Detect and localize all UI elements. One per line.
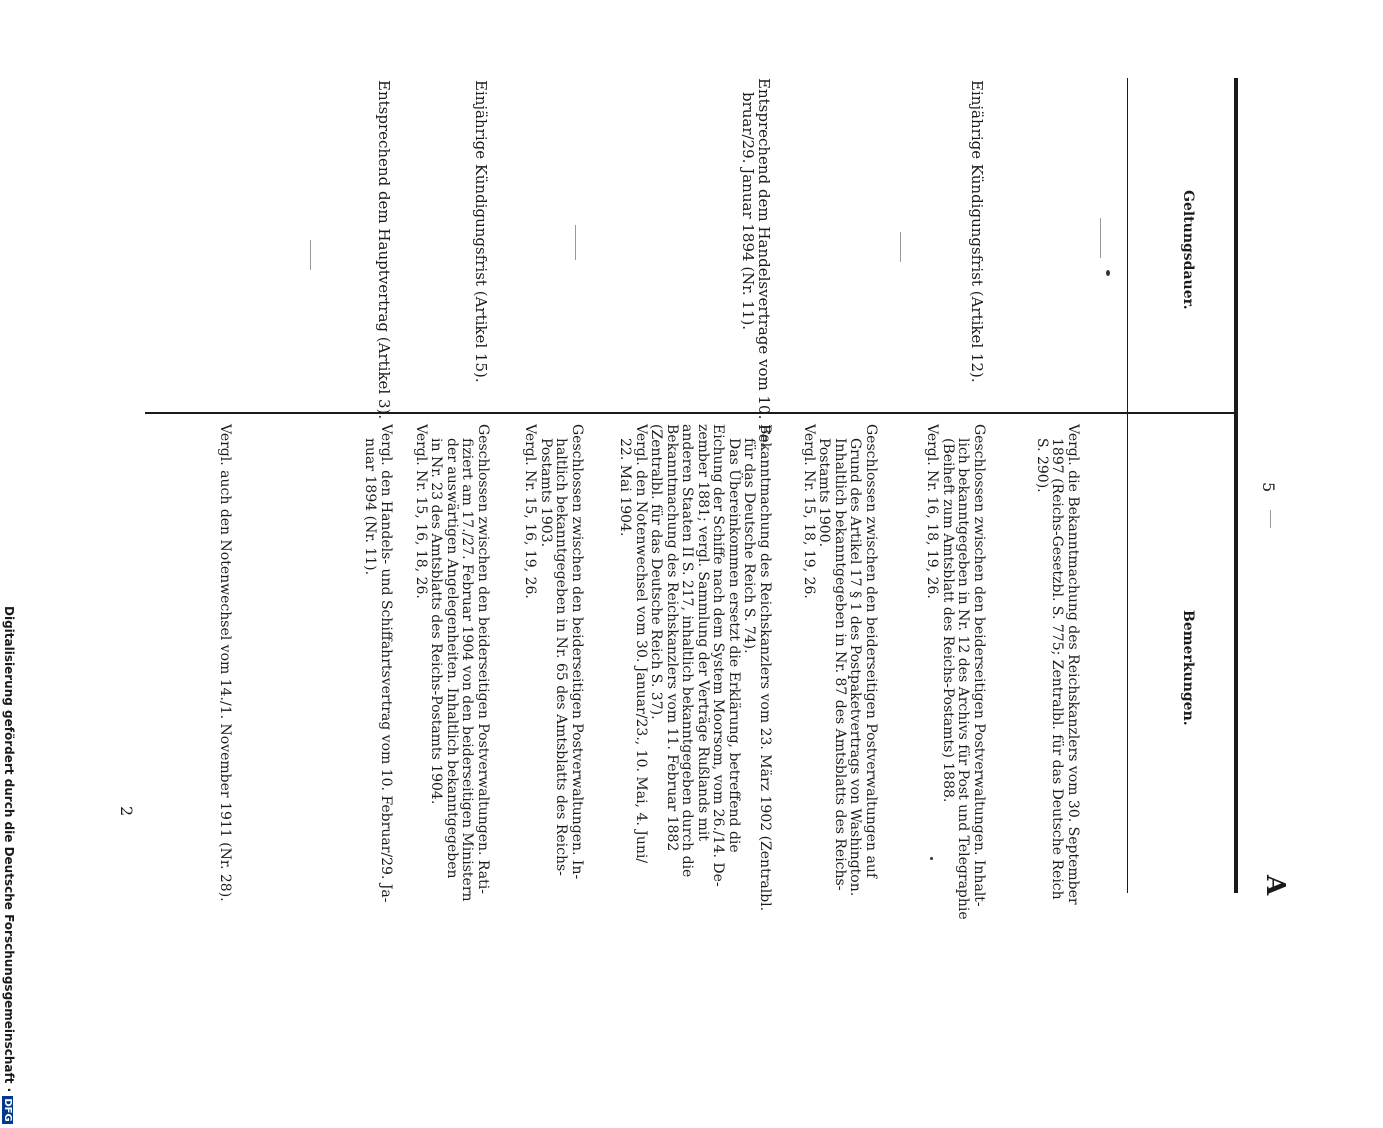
remarks-line: in Nr. 23 des Amtsblatts des Reichs-Postamts 1904.	[428, 438, 445, 805]
remarks-row-2	[924, 424, 986, 920]
speck-1	[1106, 270, 1110, 276]
remarks-row-4	[617, 424, 772, 911]
remarks-line: haltlich bekanntgegeben in Nr. 65 des Amtsblatts des Reichs-	[553, 438, 570, 876]
footer-note: Vergl. auch den Notenwechsel vom 14./1. November 1911 (Nr. 28).	[217, 424, 233, 902]
remarks-line: fiziert am 17./27. Februar 1904 von den beiderseitigen Ministern	[459, 438, 476, 902]
remarks-row-1	[1034, 424, 1081, 905]
duration-row-2: Einjährige Kündigungsfrist (Artikel 12).	[968, 80, 986, 383]
remarks-line: Geschlossen zwischen den beiderseitigen Postverwaltungen. In-	[569, 424, 585, 880]
duration-row-6: Einjährige Kündigungsfrist (Artikel 15).	[472, 80, 490, 383]
remarks-row-5	[522, 424, 584, 879]
faint-mark-2	[900, 232, 901, 262]
remarks-line: S. 290).	[1034, 438, 1050, 493]
remarks-line: lich bekanntgegeben in Nr. 12 des Archivs für Post und Telegraphie	[955, 438, 972, 920]
dfg-logo: DFG	[2, 1098, 13, 1122]
remarks-line: Vergl. den Handels- und Schiffahrtsvertrag vom 10. Februar/29. Ja-	[378, 424, 394, 903]
remarks-row-7	[362, 424, 393, 903]
faint-mark-3	[575, 225, 576, 260]
remarks-row-3	[801, 424, 879, 896]
remarks-line: nuar 1894 (Nr. 11).	[362, 438, 379, 576]
remarks-line: 22. Mai 1904.	[617, 438, 634, 537]
duration-row-4	[740, 78, 772, 448]
faint-mark-1	[1100, 218, 1101, 258]
remarks-line: zember 1881; vergl. Sammlung der Verträge Rußlands mit	[695, 424, 711, 842]
remarks-line: Vergl. die Bekanntmachung des Reichskanzlers vom 30. September	[1065, 424, 1081, 905]
digitization-notice: Digitalisierung gefördert durch die Deutsche Forschungsgemeinschaft · DFG	[2, 606, 16, 1122]
header-remarks: Bemerkungen.	[1180, 610, 1196, 726]
remarks-line: Grund des Artikel 17 § 1 des Postpaketvertrags von Washington.	[847, 438, 864, 897]
remarks-line: Bekanntmachung des Reichskanzlers vom 11. Februar 1882	[664, 424, 680, 852]
remarks-line: Vergl. Nr. 16, 18, 19, 26.	[924, 424, 941, 599]
remarks-line: Inhaltlich bekanntgegeben in Nr. 87 des Amtsblatts des Reichs-	[832, 438, 848, 891]
remarks-line: der auswärtigen Angelegenheiten. Inhaltlich bekanntgegeben	[444, 438, 460, 879]
remarks-line: 1897 (Reichs-Gesetzbl. S. 775; Zentralbl. für das Deutsche Reich	[1049, 438, 1066, 900]
header-duration: Geltungsdauer.	[1180, 190, 1196, 310]
remarks-line: Vergl. Nr. 15, 16, 19, 26.	[522, 424, 539, 599]
remarks-line: Geschlossen zwischen den beiderseitigen Postverwaltungen auf	[863, 424, 879, 879]
faint-mark-4	[310, 240, 311, 270]
remarks-line: (Zentralbl. für das Deutsche Reich S. 37).	[648, 424, 665, 720]
remarks-line: Geschlossen zwischen den beiderseitigen Postverwaltungen. Rati-	[475, 424, 491, 894]
remarks-line: Bekanntmachung des Reichskanzlers vom 23. März 1902 (Zentralbl.	[757, 424, 773, 912]
header-divider-rule	[145, 412, 1238, 414]
duration-row-4-line-2: bruar/29. Januar 1894 (Nr. 11).	[739, 92, 757, 331]
remarks-line: (Beiheft zum Amtsblatt des Reichs-Postamts) 1888.	[940, 438, 956, 803]
top-double-rule-thick	[1234, 78, 1238, 893]
remarks-line: Postamts 1900.	[816, 438, 833, 548]
remarks-line: anderen Staaten II S. 217, inhaltlich bekanntgegeben durch die	[679, 424, 696, 878]
top-double-rule	[1127, 78, 1128, 893]
remarks-line: Vergl. Nr. 15, 16, 18, 26.	[413, 424, 429, 599]
remarks-line: Vergl. Nr. 15, 18, 19, 26.	[801, 424, 817, 599]
faint-mark-5	[1270, 510, 1271, 528]
remarks-line: für das Deutsche Reich S. 74).	[741, 438, 758, 654]
remarks-line: Das Übereinkommen ersetzt die Erklärung, betreffend die	[726, 438, 742, 853]
remarks-line: Geschlossen zwischen den beiderseitigen Postverwaltungen. Inhalt-	[971, 424, 987, 907]
speck-2	[930, 857, 933, 860]
remarks-row-6	[413, 424, 491, 902]
remarks-line: Postamts 1903.	[538, 438, 554, 548]
remarks-line: Vergl. den Notenwechsel vom 30. Januar/23., 10. Mai, 4. Juni/	[633, 424, 649, 864]
signature-mark: A	[1260, 875, 1290, 896]
duration-row-7: Entsprechend dem Hauptvertrag (Artikel 3).	[375, 80, 393, 420]
remarks-line: Eichung der Schiffe nach dem System Moorsom, vom 26./14. De-	[710, 424, 727, 887]
page-number-bottom: 2	[117, 806, 136, 817]
page-number-top: 5	[1259, 482, 1278, 493]
duration-row-4-line-1: Entsprechend dem Handelsvertrage vom 10. Fe-	[755, 78, 773, 448]
